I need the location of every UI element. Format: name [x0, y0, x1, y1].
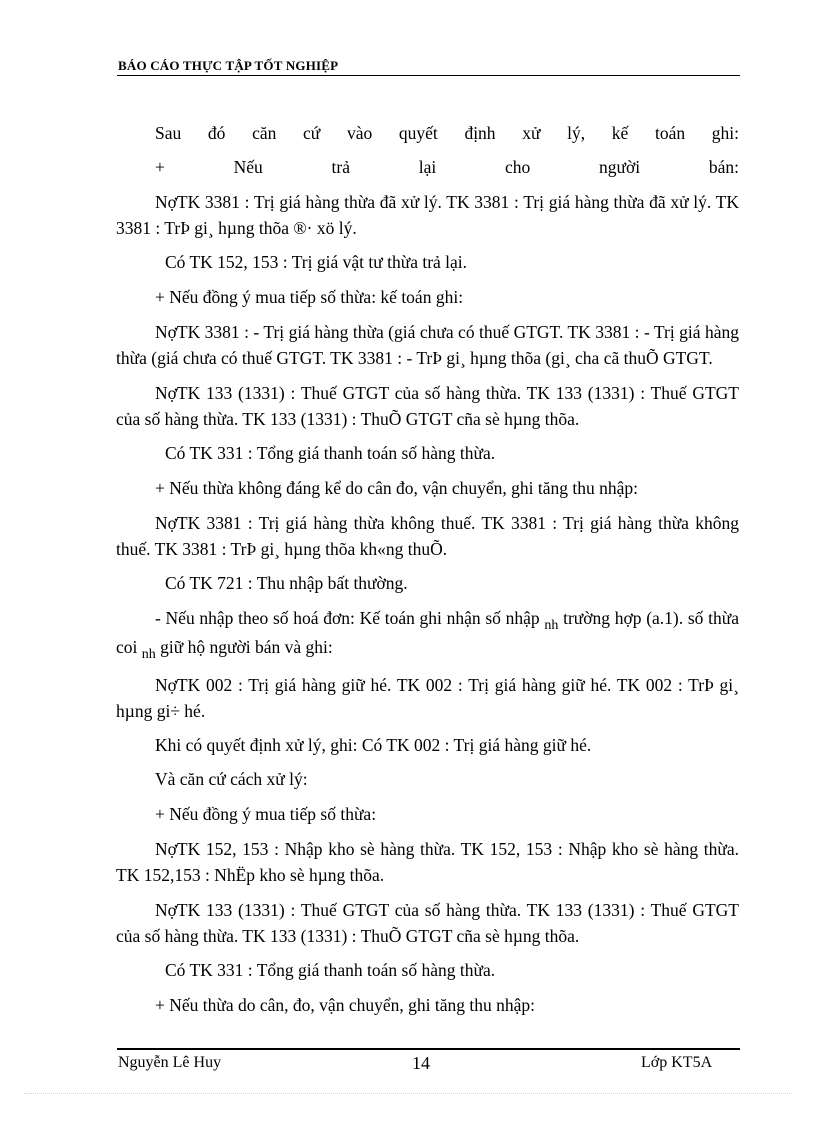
paragraph-text: trường hợp (a.1). số thừa coi: [116, 608, 739, 657]
paragraph: NợTK 3381 : - Trị giá hàng thừa (giá chưa có thuế GTGT. TK 3381 : - Trị giá hàng thừa (giá chưa có thuế GTGT. TK 3381 : - TrÞ gi¸ hµng thõa (gi¸ cha cã thuÕ GTGT.: [116, 322, 739, 368]
header-divider: [117, 75, 740, 76]
paragraph: NợTK 133 (1331) : Thuế GTGT của số hàng thừa. TK 133 (1331) : Thuế GTGT của số hàng thừa. TK 133 (1331) : ThuÕ GTGT cña sè hµng thõa.: [116, 900, 739, 946]
document-body: [116, 120, 739, 1018]
paragraph: + Nếu đồng ý mua tiếp số thừa:: [155, 804, 377, 824]
paragraph-text: giữ hộ người bán và ghi:: [155, 637, 333, 657]
page-boundary: [24, 1093, 792, 1094]
paragraph: NợTK 002 : Trị giá hàng giữ hé. TK 002 : Trị giá hàng giữ hé. TK 002 : TrÞ gi¸ hµng gi÷ hé.: [116, 675, 739, 721]
paragraph: Và căn cứ cách xử lý:: [155, 769, 308, 789]
paragraph-text: - Nếu nhập theo số hoá đơn: Kế toán ghi nhận số nhập: [155, 608, 545, 628]
paragraph: NợTK 3381 : Trị giá hàng thừa đã xử lý. TK 3381 : Trị giá hàng thừa đã xử lý. TK 3381 : TrÞ gi¸ hµng thõa ®· xö lý.: [116, 192, 739, 238]
footer-class: Lớp KT5A: [641, 1054, 713, 1071]
paragraph: Có TK 152, 153 : Trị giá vật tư thừa trả lại.: [165, 252, 468, 272]
paragraph: NợTK 133 (1331) : Thuế GTGT của số hàng thừa. TK 133 (1331) : Thuế GTGT của số hàng thừa. TK 133 (1331) : ThuÕ GTGT cña sè hµng thõa.: [116, 383, 739, 429]
subscript-text: nh: [544, 618, 559, 633]
footer-divider: [117, 1048, 740, 1050]
paragraph: NợTK 152, 153 : Nhập kho sè hàng thừa. TK 152, 153 : Nhập kho sè hàng thừa. TK 152,153 : NhËp kho sè hµng thõa.: [116, 839, 739, 885]
page-number: 14: [412, 1053, 430, 1073]
paragraph: Có TK 721 : Thu nhập bất thường.: [165, 573, 408, 593]
page-header-title: BÁO CÁO THỰC TẬP TỐT NGHIỆP: [118, 58, 339, 73]
subscript-text: nh: [141, 647, 156, 662]
paragraph: Sau đó căn cứ vào quyết định xử lý, kế toán ghi:: [155, 123, 739, 143]
paragraph: Có TK 331 : Tổng giá thanh toán số hàng thừa.: [165, 960, 496, 980]
footer-author: Nguyễn Lê Huy: [118, 1054, 222, 1071]
paragraph: [116, 605, 739, 663]
paragraph: Có TK 331 : Tổng giá thanh toán số hàng thừa.: [165, 443, 496, 463]
paragraph: + Nếu thừa không đáng kể do cân đo, vận chuyển, ghi tăng thu nhập:: [155, 478, 638, 498]
paragraph: + Nếu đồng ý mua tiếp số thừa: kế toán ghi:: [155, 287, 464, 307]
paragraph: NợTK 3381 : Trị giá hàng thừa không thuế. TK 3381 : Trị giá hàng thừa không thuế. TK 3381 : TrÞ gi¸ hµng thõa kh«ng thuÕ.: [116, 513, 739, 559]
paragraph: Khi có quyết định xử lý, ghi: Có TK 002 : Trị giá hàng giữ hé.: [155, 735, 592, 755]
paragraph: + Nếu trả lại cho người bán:: [155, 157, 739, 177]
paragraph: + Nếu thừa do cân, đo, vận chuyển, ghi tăng thu nhập:: [155, 995, 535, 1015]
